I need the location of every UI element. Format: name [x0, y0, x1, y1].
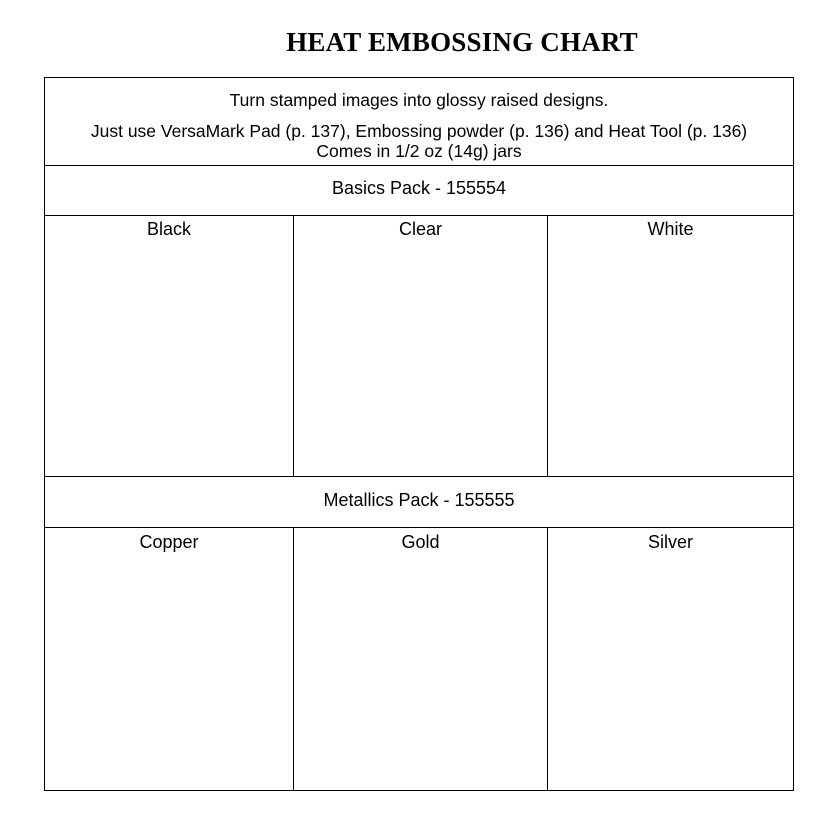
metallics-pack-header: Metallics Pack - 155555	[45, 477, 793, 528]
embossing-chart-table	[44, 77, 794, 791]
intro-line-3: Comes in 1/2 oz (14g) jars	[316, 141, 522, 161]
color-cell-silver	[548, 528, 793, 790]
color-label: Clear	[398, 219, 442, 239]
intro-line-2: Just use VersaMark Pad (p. 137), Embossing powder (p. 136) and Heat Tool (p. 136)	[90, 121, 748, 141]
color-label: Gold	[401, 532, 440, 552]
page-title: HEAT EMBOSSING CHART	[286, 27, 638, 57]
color-cell-black	[45, 215, 294, 477]
basics-pack-header: Basics Pack - 155554	[45, 165, 793, 216]
color-label: Black	[146, 219, 191, 239]
color-label: Silver	[647, 532, 693, 552]
intro-section	[45, 78, 793, 166]
color-cell-copper	[45, 528, 294, 790]
intro-line-1: Turn stamped images into glossy raised designs.	[229, 90, 609, 110]
color-cell-white	[548, 215, 793, 477]
color-cell-clear	[294, 215, 548, 477]
color-label: White	[647, 219, 694, 239]
color-label: Copper	[139, 532, 199, 552]
color-cell-gold	[294, 528, 548, 790]
